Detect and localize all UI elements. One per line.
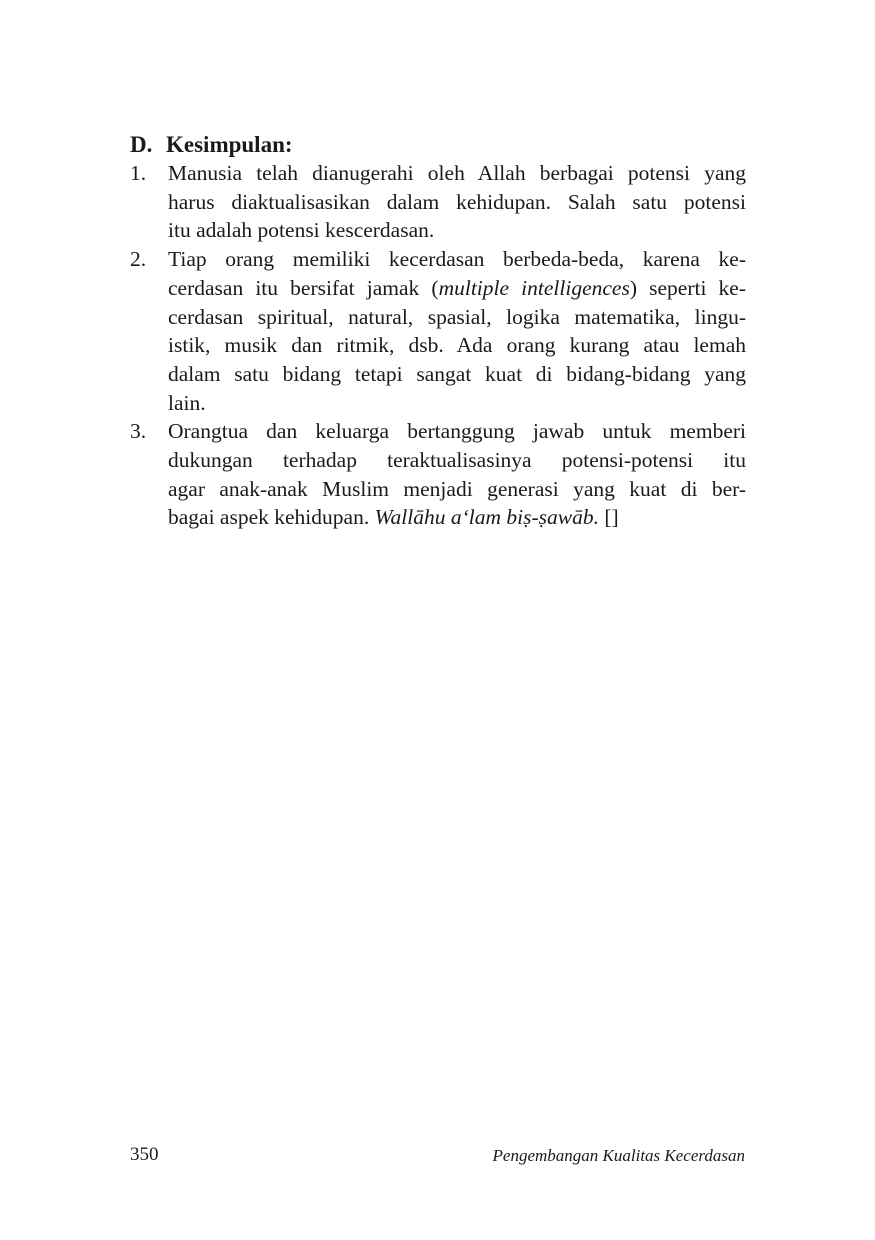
section-title: Kesimpulan: [166, 132, 293, 157]
text-run: ) seperti ke- [629, 275, 747, 300]
section-heading [130, 131, 293, 159]
text-line [168, 417, 746, 446]
text-line [168, 216, 746, 245]
list-item-text [168, 159, 746, 245]
list-item-text [168, 245, 746, 417]
text-line [168, 331, 746, 360]
page-number: 350 [130, 1144, 159, 1165]
list-item-number: 1. [130, 161, 147, 185]
running-title: Pengembangan Kualitas Kecerdasan [492, 1146, 745, 1165]
text-line [168, 446, 746, 475]
text-line [168, 245, 746, 274]
text-line [168, 360, 746, 389]
text-run: dukungan terhadap teraktualisasinya potensi-potensi itu [168, 448, 746, 473]
text-line [168, 503, 746, 532]
text-run: dalam satu bidang tetapi sangat kuat di bidang-bidang yang [168, 361, 746, 386]
text-run: lain. [168, 390, 206, 415]
list-item-number: 3. [130, 419, 147, 444]
list-item [130, 159, 746, 245]
section-letter: D. [130, 132, 153, 157]
italic-term: multiple intelligences [438, 275, 630, 300]
list-item-number: 2. [130, 247, 147, 272]
text-run: bagai aspek kehidupan. [168, 505, 375, 530]
list-item-text [168, 417, 746, 532]
text-line [168, 389, 746, 418]
text-run: Manusia telah dianugerahi oleh Allah berbagai potensi yang [168, 161, 746, 185]
conclusion-list [130, 159, 746, 532]
text-run: cerdasan spiritual, natural, spasial, logika matematika, lingu- [168, 304, 746, 329]
text-run: [] [598, 505, 619, 530]
text-line [168, 475, 746, 504]
italic-term: Wallāhu a‘lam biṣ-ṣawāb. [374, 505, 599, 530]
text-run: cerdasan itu bersifat jamak ( [168, 275, 439, 300]
text-line [168, 159, 746, 188]
text-line [168, 303, 746, 332]
text-line [168, 274, 746, 303]
text-run: harus diaktualisasikan dalam kehidupan. Salah satu potensi [168, 189, 746, 214]
text-run: itu adalah potensi kescerdasan. [168, 218, 435, 243]
text-run: istik, musik dan ritmik, dsb. Ada orang kurang atau lemah [168, 333, 746, 358]
list-item [130, 245, 746, 417]
text-run: agar anak-anak Muslim menjadi generasi yang kuat di ber- [168, 476, 746, 501]
text-line [168, 188, 746, 217]
text-run: Orangtua dan keluarga bertanggung jawab untuk memberi [168, 419, 746, 444]
list-item [130, 417, 746, 532]
text-run: Tiap orang memiliki kecerdasan berbeda-beda, karena ke- [168, 247, 746, 272]
